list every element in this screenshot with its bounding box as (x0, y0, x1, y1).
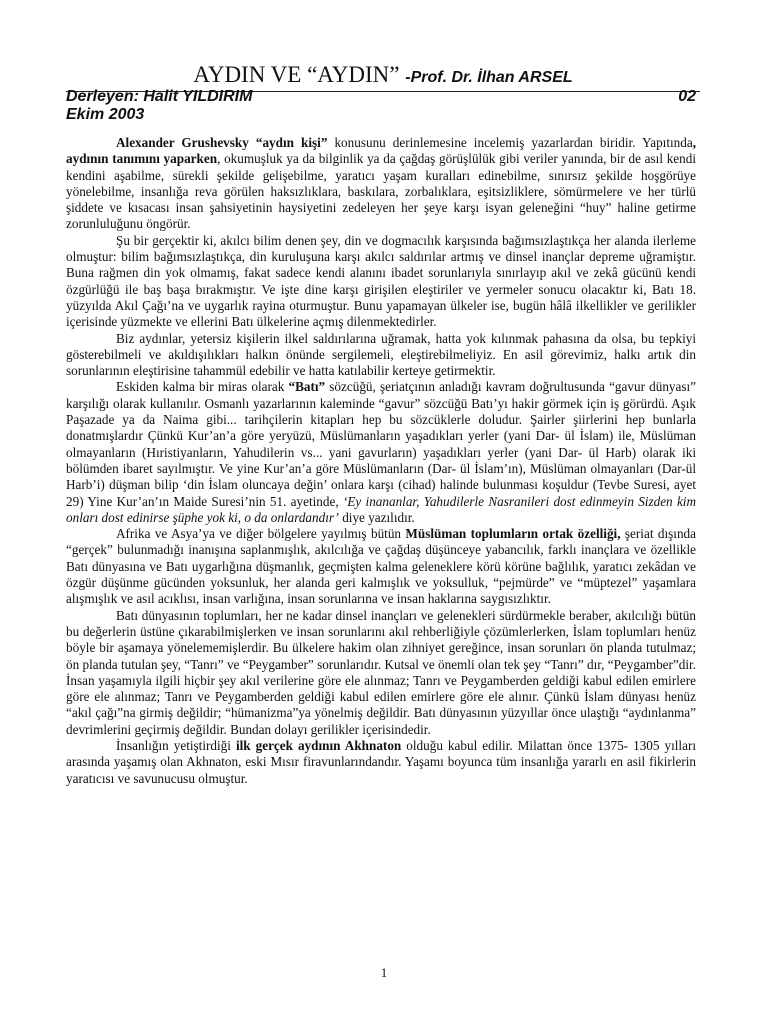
paragraph-text: şeriat dışında “gerçek” bulunmadığı inanışına saplanmışlık, akılcılığa ve çağdaş düşünceye yabancılık, farklı inançlara ve özellikle Batı dünyasına ve Batı uygarlığına düşmanlık, geçmişten kalma geleneklere körü körüne bağlılık, yaratıcı zekâdan ve özgür düşünme gücünden yoksunluk, her alanda geri kalmışlık ve yoksulluk, “pejmürde” ve “müptezel” yaşamlara alışmışlık ve asıl acıklısı, insan varlığına, insan sorunlarına ve insan haklarına saygısızlıktır. (66, 526, 696, 607)
paragraph-text: , okumuşluk ya da bilginlik ya da çağdaş görüşlülük gibi veriler yanında, bir de asıl kendi kendini aşabilme, sürekli şekilde gelişebilme, yaratıcı yaşam kuralları edinebilme, sınırsız şekilde hoşgörüye yönelebilme, insanlığa reva görülen haksızlıklara, baskılara, zorbalıklara, eşitsizliklere, sömürmelere ve her türlü şiddete ve kısacası insan şahsiyetinin haysiyetini zedeleyen her şeye karşı isyan geleneğini “huy” haline getirme zorunluluğunu öngörür. (66, 151, 697, 232)
emphasis-bold-text: , aydının tanımını yaparken (66, 135, 696, 167)
paragraph (66, 135, 696, 233)
author-name: -Prof. Dr. İlhan ARSEL (405, 69, 573, 86)
page-number: 1 (380, 965, 388, 980)
meta-block (66, 88, 696, 124)
paragraph-text: Batı dünyasının toplumları, her ne kadar dinsel inançları ve gelenekleri sürdürmekle beraber, akılcılığı bütün bu değerlerin üstüne çıkarabilmişlerken ve insan sorunlarını akıl rehberliğiyle çözümlerlerken, İslam toplumları henüz böyle bir aşamaya yönelememişlerdir. Bu ülkelere hakim olan zihniyet gereğince, insan sorunları ön planda tutulmaz; ön planda tutulan şey, “Tanrı” ve “Peygamber” sorunlarıdır. Kutsal ve önemli olan tek şey “Tanrı” dır, “Peygamber”dir. İnsan yaşamıyla ilgili hiçbir şey akıl verilerine göre ele alınmaz; Tanrı ve Peygamberden geldiği kabul edilen emirlere göre ele alınmaz; Tanrı ve Peygamberden geldiği kabul edilen emirlere göre ele alınır. Çünkü İslam dünyası henüz “akıl çağı”na girmiş değildir; “hümanizma”ya yönelmiş değildir. Batı dünyasının yüzyıllar önce ulaştığı “aydınlanma” devrimlerini geçirmiş değildir. Bundan dolayı gerilikler içerisindedir. (66, 607, 696, 737)
paragraph-text: olduğu kabul edilir. Milattan önce 1375- 1305 yılları arasında yaşamış olan Akhnaton, eski Mısır firavunlarındandır. Yaşamı boyunca tüm insanlığa yararlı en asil fikirlerin yaratıcısı ve savunucusu olmuştur. (66, 737, 696, 786)
paragraph (66, 233, 696, 331)
compiler-credit: Derleyen: Halit YILDIRIM (66, 88, 253, 105)
quote-italic-text: ‘Ey inananlar, Yahudilerle Nasranileri dost edinmeyin Sizden kim onları dost edinirse şüphe yok ki, o da onlardandır’ (66, 493, 696, 525)
paragraph-text: Biz aydınlar, yetersiz kişilerin ilkel saldırılarına uğramak, hatta yok kılınmak pahasına da olsa, bu tepkiyi gösterebilmeli ve akıldışılıkları halkın önünde sergilemeli, eleştirebilmeliyiz. En asil görevimiz, halkı artık din sorunlarının eleştirisine tahammül edebilir ve hatta katılabilir kerteye getirmektir. (66, 330, 696, 379)
paragraph (66, 526, 696, 607)
emphasis-bold-text: ilk gerçek aydının Akhnaton (235, 737, 402, 753)
paragraph (66, 379, 696, 526)
article-body (66, 135, 696, 787)
paragraph-text: Afrika ve Asya’ya ve diğer bölgelere yayılmış bütün (116, 526, 406, 542)
issue-date: Ekim 2003 (66, 106, 145, 123)
emphasis-bold-text: Müslüman toplumların ortak özelliği, (405, 526, 621, 542)
emphasis-bold-text: “Batı” (288, 379, 326, 395)
emphasis-bold-text: Alexander Grushevsky “aydın kişi” (116, 135, 328, 150)
paragraph-text: İnsanlığın yetiştirdiği (116, 737, 236, 753)
paragraph (66, 608, 696, 738)
paragraph (66, 331, 696, 380)
paragraph-text: konusunu derinlemesine incelemiş yazarlardan biridir. Yapıtında (327, 135, 693, 150)
paragraph-text: sözcüğü, şeriatçının anladığı kavram doğrultusunda “gavur dünyası” karşılığı olarak kullanılır. Osmanlı yazarlarının kaleminde “gavur” sözcüğü Batı’yı hakir görmek için iş görürdü. Aşık Paşazade ya da Naima gibi... tarihçilerin kitapları hep bu sözcüklerle doludur. Şairler şiirlerini hep bunlarla donatmışlardır Çünkü Kur’an’a göre yeryüzü, Müslümanların yaşadıkları yerler (yani Dar- ül İslam) ile, Müslüman olmayanların (Hıristiyanların, Yahudilerin vs... yani gavurların) yaşadıkları yerler (yani Dar- ül Harb) olarak iki bölümden ibaret sayılmıştır. Ve yine Kur’an’a göre Müslümanların (Dar- ül İslam’ın), Müslüman olmayanları (Dar-ül Harb’i) düşman bilip ‘din İslam oluncaya değin’ onlara karşı (cihad) halinde bulunması koşuldur (Tevbe Suresi, ayet 29) Yine Kur’an’ın Maide Suresi’nin 51. ayetinde, (66, 379, 697, 509)
paragraph-text: Eskiden kalma bir miras olarak (116, 379, 289, 395)
issue-number: 02 (678, 88, 696, 105)
paragraph-text: Şu bir gerçektir ki, akılcı bilim denen şey, din ve dogmacılık karşısında bağımsızlaştıkça her alanda ilerleme olmuştur: bilim bağımsızlaştıkça, din kuruluşuna karşı akılcı saldırılar artmış ve dinsel inançlar depreme uğramiştır. Buna rağmen din yok olmamış, fakat sadece kendi alanını ibadet sorunlarıyla sınırlayıp akıl ve zekâ gücünü kendi özgürlüğü ile baş başa bırakmıştır. Ve işte dine karşı girişilen eleştiriler ve yermeler sonucu olacaktır ki, Batı 18. yüzyılda Akıl Çağı’na ve uygarlık rayina oturmuştur. Bunu yapamayan ülkeler ise, bugün hâlâ ilkellikler ve gerilikler içerisinde yüzmekte ve ellerini Batı ülkelerine açmış dilenmektedirler. (66, 232, 696, 330)
paragraph (66, 738, 696, 787)
paragraph-text: diye yazılıdır. (338, 509, 415, 525)
document-title: AYDIN VE “AYDIN” (193, 62, 406, 87)
